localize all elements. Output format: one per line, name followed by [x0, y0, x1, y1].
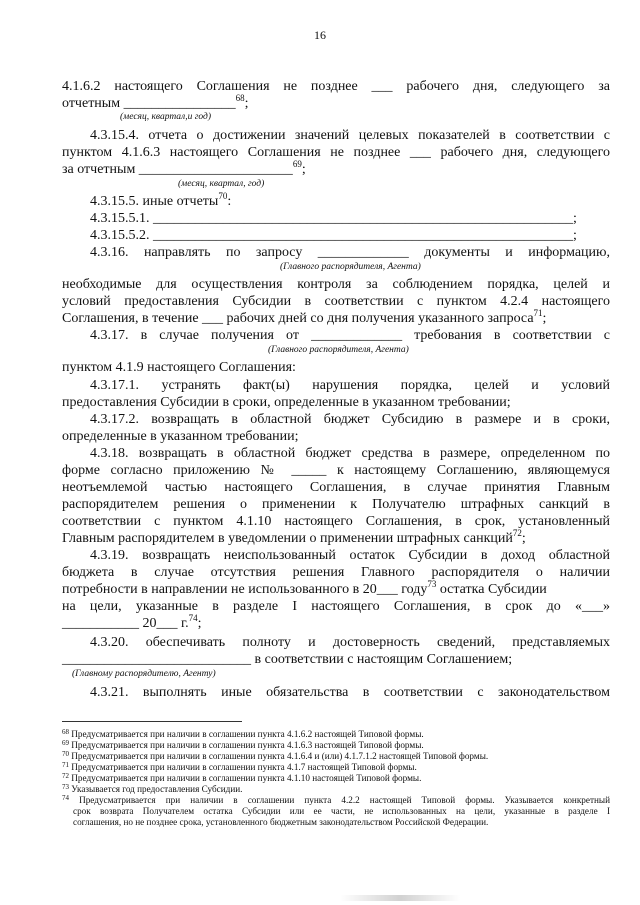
- footnote: соглашения, но не позднее срока, установленного бюджетным законодательством Российской Федерации.: [73, 817, 489, 827]
- footnote: срок возврата Получателем остатка Субсидии или ее части, не использованных на цели, указанные в разделе I: [73, 806, 610, 816]
- text-line: 4.3.17.1. устранять факт(ы) нарушения порядка, целей и условий: [90, 378, 610, 393]
- text-line: 4.3.15.5.1. ____________________________________________________________;: [90, 211, 577, 226]
- field-caption: (месяц, квартал, год): [178, 179, 265, 189]
- footnote-ref: 68: [235, 93, 245, 103]
- footnote: $^{72}$ Предусматривается при наличии в соглашении пункта 4.1.10 настоящей Типовой формы.: [62, 772, 422, 783]
- scan-smudge: [340, 895, 460, 901]
- page-number: 16: [314, 28, 326, 42]
- text-line: 4.3.17. в случае получения от _____________ требования в соответствии с: [90, 328, 610, 343]
- footnote-ref: 74: [188, 613, 198, 623]
- footnote-separator: [62, 721, 242, 722]
- text-line: распорядителем решения о применении к Получателю штрафных санкций в: [62, 497, 610, 512]
- text-line: на цели, указанные в разделе I настоящего Соглашения, в срок до «___»: [62, 599, 610, 614]
- footnote-ref: 73: [427, 579, 437, 589]
- text-line: условий предоставления Субсидии в соответствии с пунктом 4.2.4 настоящего: [62, 294, 610, 309]
- text-line: бюджета в случае отсутствия решения Главного распорядителя о наличии: [62, 565, 610, 580]
- text-line: потребности в направлении не использованного в 20___ году$^{73}$ остатка Субсидии: [62, 579, 547, 597]
- field-caption: (Главному распорядителю, Агенту): [72, 669, 216, 679]
- text-line: 4.3.21. выполнять иные обязательства в соответствии с законодательством: [90, 685, 610, 700]
- footnote: $^{73}$ Указывается год предоставления Субсидии.: [62, 783, 243, 794]
- footnote: $^{69}$ Предусматривается при наличии в соглашении пункта 4.1.6.3 настоящей Типовой формы.: [62, 739, 424, 750]
- footnote-ref: 70: [218, 191, 228, 201]
- field-caption: (Главного распорядителя, Агента): [280, 262, 421, 272]
- footnote-ref: 69: [292, 159, 302, 169]
- footnote: $^{68}$ Предусматривается при наличии в соглашении пункта 4.1.6.2 настоящей Типовой формы.: [62, 728, 424, 739]
- text-line: определенные в указанном требовании;: [62, 429, 299, 444]
- text-line: 4.3.20. обеспечивать полноту и достоверность сведений, представляемых: [90, 635, 610, 650]
- text-line: отчетным ________________$^{68}$;: [62, 93, 249, 111]
- footnote: $^{74}$ Предусматривается при наличии в соглашении пункта 4.2.2 настоящей Типовой формы. Указывается конкретный: [62, 794, 610, 805]
- text-line: 4.3.18. возвращать в областной бюджет средства в размере, определенном по: [90, 446, 610, 461]
- footnote: $^{70}$ Предусматривается при наличии в соглашении пункта 4.1.6.4 и (или) 4.1.7.1.2 настоящей Типовой формы.: [62, 750, 489, 761]
- text-line: неотъемлемой частью настоящего Соглашения, в случае принятия Главным: [62, 480, 610, 495]
- text-line: ___________________________ в соответствии с настоящим Соглашением;: [62, 652, 513, 667]
- text-line: 4.3.17.2. возвращать в областной бюджет Субсидию в размере и в сроки,: [90, 412, 610, 427]
- text-line: пунктом 4.1.9 настоящего Соглашения:: [62, 360, 296, 375]
- text-line: соответствии с пунктом 4.1.10 настоящего Соглашения, в срок, установленный: [62, 514, 610, 529]
- field-caption: (Главного распорядителя, Агента): [268, 345, 409, 355]
- text-line: Главным распорядителем в уведомлении о применении штрафных санкций$^{72}$;: [62, 528, 526, 546]
- footnote-ref: 71: [533, 308, 543, 318]
- text-line: форме согласно приложению № _____ к настоящему Соглашению, являющемуся: [62, 463, 610, 478]
- text-line: 4.3.19. возвращать неиспользованный остаток Субсидии в доход областной: [90, 548, 610, 563]
- text-line: 4.3.16. направлять по запросу _____________ документы и информацию,: [90, 245, 610, 260]
- footnote: $^{71}$ Предусматривается при наличии в соглашении пункта 4.1.7 настоящей Типовой формы.: [62, 761, 417, 772]
- text-line: 4.1.6.2 настоящего Соглашения не позднее ___ рабочего дня, следующего за: [62, 79, 610, 94]
- text-line: предоставления Субсидии в сроки, определенные в указанном требовании;: [62, 395, 511, 410]
- text-line: Соглашения, в течение ___ рабочих дней со дня получения указанного запроса$^{71}$;: [62, 308, 547, 326]
- text-line: 4.3.15.4. отчета о достижении значений целевых показателей в соответствии с: [90, 128, 610, 143]
- footnote-ref: 72: [512, 528, 522, 538]
- field-caption: (месяц, квартал,и год): [120, 112, 211, 122]
- text-line: необходимые для осуществления контроля за соблюдением порядка, целей и: [62, 277, 610, 292]
- text-line: ___________ 20___ г.$^{74}$;: [62, 613, 202, 631]
- text-line: 4.3.15.5.2. ____________________________________________________________;: [90, 228, 577, 243]
- text-line: 4.3.15.5. иные отчеты$^{70}$:: [90, 191, 232, 209]
- text-line: за отчетным ______________________$^{69}$;: [62, 159, 306, 177]
- text-line: пунктом 4.1.6.3 настоящего Соглашения не позднее ___ рабочего дня, следующего: [62, 145, 610, 160]
